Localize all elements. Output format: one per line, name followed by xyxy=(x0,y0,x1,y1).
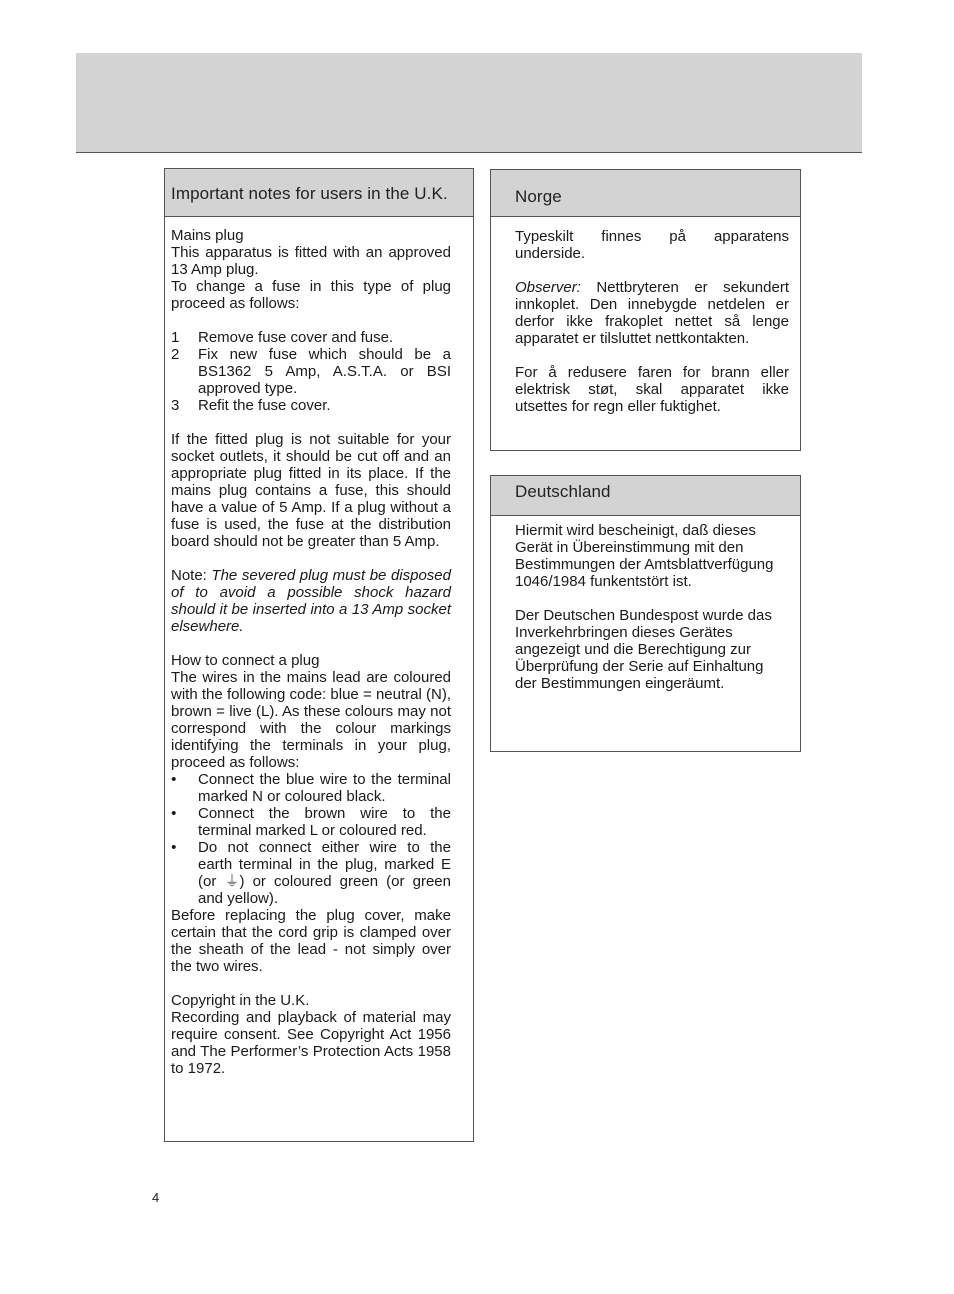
list-item xyxy=(171,329,451,346)
norge-typeskilt-text: Typeskilt finnes på apparatens underside. xyxy=(515,228,789,262)
deutschland-bundespost-text: Der Deutschen Bundespost wurde das Inverkehrbringen dieses Gerätes angezeigt und die Berechtigung zur Überprüfung der Serie auf Einhaltung der Bestimmungen eingeräumt. xyxy=(515,607,772,692)
step-text: Fix new fuse which should be a BS1362 5 Amp, A.S.T.A. or BSI approved type. xyxy=(198,346,451,397)
norge-observer-paragraph xyxy=(515,279,789,347)
bullet-icon: • xyxy=(171,839,177,856)
list-item xyxy=(171,397,451,414)
bullet-text: Connect the brown wire to the terminal marked L or coloured red. xyxy=(198,805,451,839)
uk-notes-body xyxy=(165,217,473,1077)
bullet-icon: • xyxy=(171,805,177,822)
wire-bullets-list xyxy=(171,771,451,907)
note-label: Note: xyxy=(171,567,207,584)
copyright-text: Recording and playback of material may require consent. See Copyright Act 1956 and The Performer’s Protection Acts 1958 to 1972. xyxy=(171,1009,451,1077)
note-paragraph xyxy=(171,567,451,635)
uk-notes-box xyxy=(164,168,474,1142)
deutschland-box xyxy=(490,475,801,752)
mains-plug-heading: Mains plug xyxy=(171,227,244,244)
list-item xyxy=(171,839,451,907)
connect-plug-heading: How to connect a plug xyxy=(171,652,320,669)
list-item xyxy=(171,805,451,839)
deutschland-certificate-text: Hiermit wird bescheinigt, daß dieses Gerät in Übereinstimmung mit den Bestimmungen der Amtsblattverfügung 1046/1984 funkentstört ist. xyxy=(515,522,774,590)
list-item xyxy=(171,346,451,397)
norge-warning-text: For å redusere faren for brann eller elektrisk støt, skal apparatet ikke utsettes for regn eller fuktighet. xyxy=(515,364,789,415)
norge-box xyxy=(490,169,801,451)
fuse-steps-list xyxy=(171,329,451,414)
step-number: 3 xyxy=(171,397,180,414)
step-number: 1 xyxy=(171,329,180,346)
observer-text: Nettbryteren er sekundert innkoplet. Den innebygde netdelen er derfor ikke frakoplet nettet så lenge apparatet er tilsluttet nettkontakten. xyxy=(515,279,789,347)
header-band xyxy=(76,53,862,153)
bullet-text: Connect the blue wire to the terminal marked N or coloured black. xyxy=(198,771,451,805)
step-text: Remove fuse cover and fuse. xyxy=(198,329,394,346)
change-fuse-text: To change a fuse in this type of plug proceed as follows: xyxy=(171,278,451,312)
mains-plug-text: This apparatus is fitted with an approved 13 Amp plug. xyxy=(171,244,451,278)
bullet-text: Do not connect either wire to the earth terminal in the plug, marked E (or ⏚) or coloured green (or green and yellow). xyxy=(198,839,451,907)
step-text: Refit the fuse cover. xyxy=(198,397,331,414)
bullet-icon: • xyxy=(171,771,177,788)
copyright-heading: Copyright in the U.K. xyxy=(171,992,310,1009)
fitted-plug-text: If the fitted plug is not suitable for your socket outlets, it should be cut off and an appropriate plug fitted in its place. If the mains plug contains a fuse, this should have a value of 5 Amp. If a plug without a fuse is used, the fuse at the distribution board should not be greater than 5 Amp. xyxy=(171,431,451,550)
connect-plug-text: The wires in the mains lead are coloured with the following code: blue = neutral (N), brown = live (L). As these colours may not correspond with the colour markings identifying the terminals in your plug, proceed as follows: xyxy=(171,669,451,771)
uk-notes-title: Important notes for users in the U.K. xyxy=(165,169,473,217)
step-number: 2 xyxy=(171,346,180,363)
list-item xyxy=(171,771,451,805)
replace-cover-text: Before replacing the plug cover, make certain that the cord grip is clamped over the sheath of the lead - not simply over the two wires. xyxy=(171,907,451,975)
note-text: The severed plug must be disposed of to avoid a possible shock hazard should it be inserted into a 13 Amp socket elsewhere. xyxy=(171,567,451,635)
page-number: 4 xyxy=(152,1190,160,1205)
deutschland-body xyxy=(491,516,800,692)
observer-label: Observer: xyxy=(515,279,581,296)
norge-body xyxy=(491,217,800,415)
norge-title: Norge xyxy=(491,170,800,217)
deutschland-title: Deutschland xyxy=(491,476,800,516)
